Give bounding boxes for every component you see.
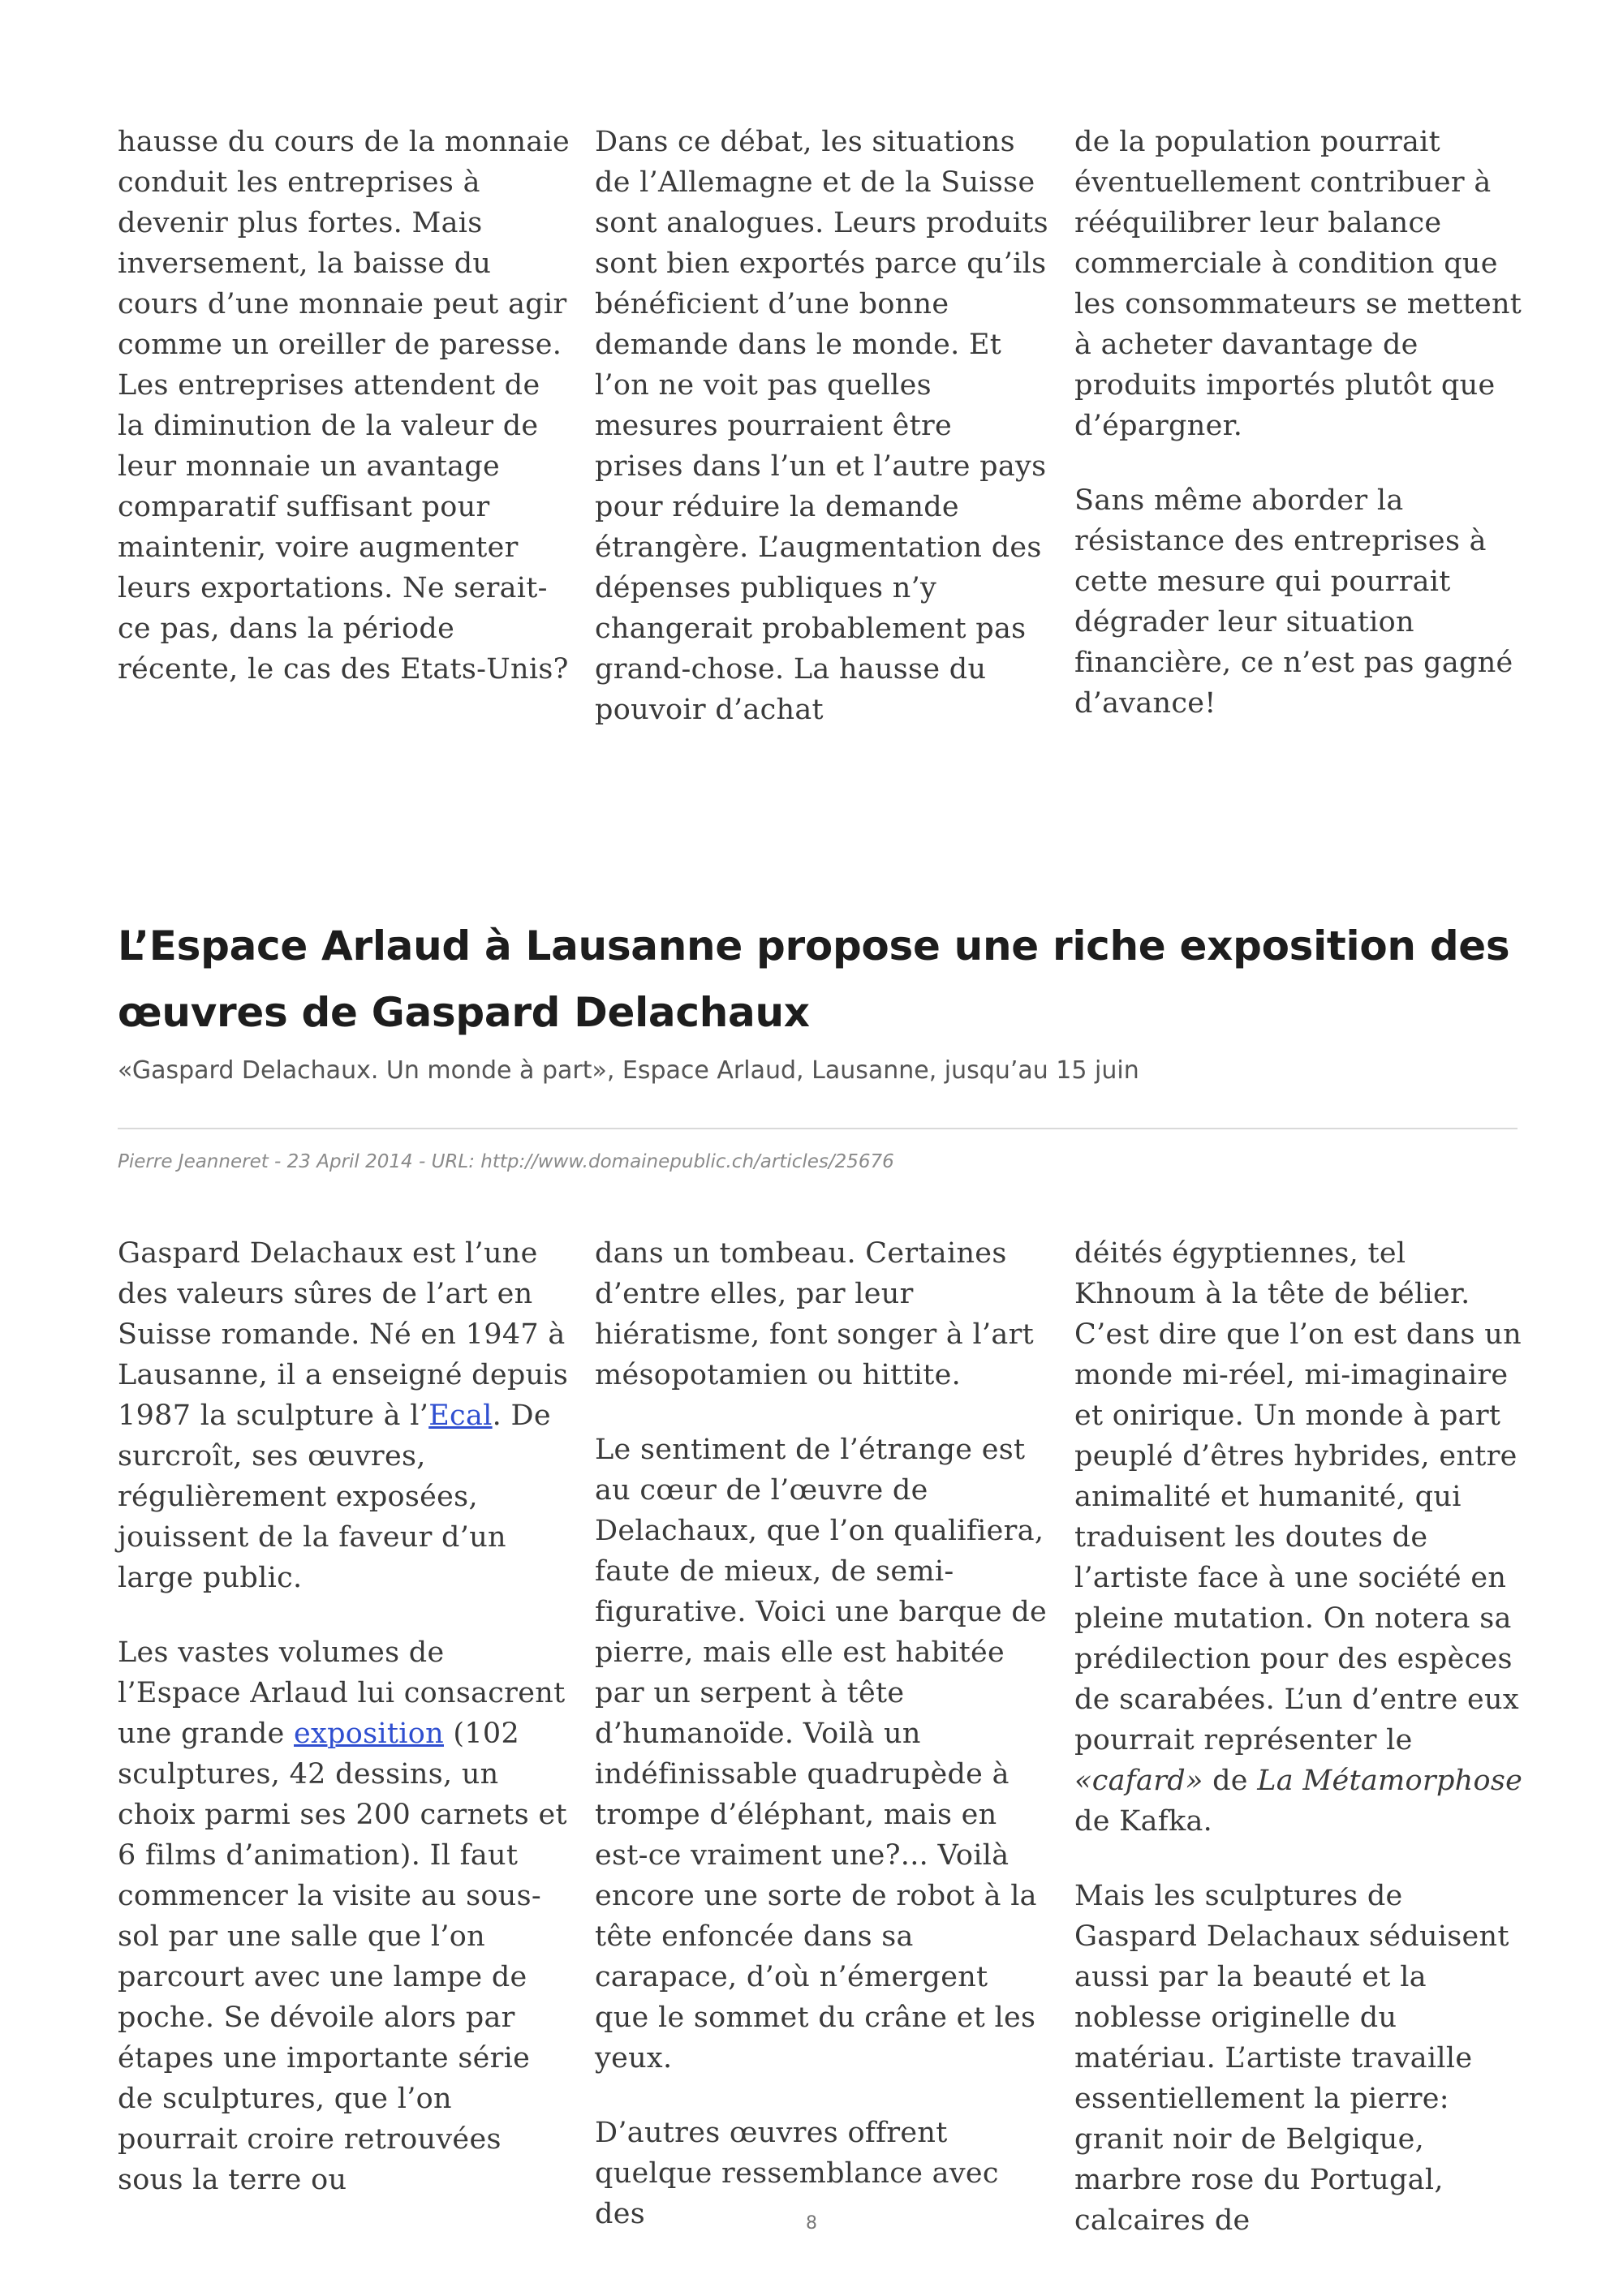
- ecal-link[interactable]: Ecal: [428, 1400, 493, 1432]
- exposition-link[interactable]: exposition: [294, 1718, 444, 1750]
- text: de Kafka.: [1074, 1805, 1213, 1838]
- paragraph: Mais les sculptures de Gaspard Delachaux séduisent aussi par la beauté et la noblesse originelle du matériau. L’artiste travaille essentiellement la pierre: granit noir de Belgique, marbre rose du Portugal, calcaires de: [1074, 1880, 1509, 2237]
- text: Les vastes volumes de l’Espace Arlaud lui consacrent une grande: [118, 1636, 566, 1750]
- text: déités égyptiennes, tel Khnoum à la tête de bélier. C’est dire que l’on est dans un monde mi-réel, mi-imaginaire et onirique. Un monde à part peuplé d’êtres hybrides, entre animalité et humanité, qui traduisent les doutes de l’artiste face à une société en pleine mutation. On notera sa prédilection pour des espèces de scarabées. L’un d’entre eux pourrait représenter le: [1074, 1237, 1522, 1756]
- italic-text: La Métamorphose: [1257, 1765, 1523, 1797]
- article-column-1: [118, 1233, 572, 2200]
- paragraph: Le sentiment de l’étrange est au cœur de l’œuvre de Delachaux, que l’on qualifiera, faute de mieux, de semi-figurative. Voici une barque de pierre, mais elle est habitée par un serpent à tête d’humanoïde. Voilà un indéfinissable quadrupède à trompe d’éléphant, mais en est-ce vraiment une?... Voilà encore une sorte de robot à la tête enfoncée dans sa carapace, d’où n’émergent que le sommet du crâne et les yeux.: [595, 1434, 1048, 2075]
- text: Gaspard Delachaux est l’une des valeurs sûres de l’art en Suisse romande. Né en 1947 à Lausanne, il a enseigné depuis 1987 la sculpture à l’: [118, 1237, 569, 1432]
- article-column-2: [595, 1233, 1049, 2234]
- text: . De surcroît, ses œuvres, régulièrement exposées, jouissent de la faveur d’un large public.: [118, 1400, 551, 1594]
- paragraph: [118, 1233, 572, 1598]
- article-title: L’Espace Arlaud à Lausanne propose une riche exposition des œuvres de Gaspard Delachaux: [118, 922, 1510, 1036]
- divider: [118, 1128, 1518, 1129]
- text: de: [1203, 1765, 1258, 1797]
- paragraph: D’autres œuvres offrent quelque ressemblance avec des: [595, 2117, 999, 2230]
- paragraph: Sans même aborder la résistance des entreprises à cette mesure qui pourrait dégrader leur situation financière, ce n’est pas gagné d’avance!: [1074, 484, 1513, 720]
- paragraph: hausse du cours de la monnaie conduit les entreprises à devenir plus fortes. Mais inversement, la baisse du cours d’une monnaie peut agir comme un oreiller de paresse. Les entreprises attendent de la diminution de la valeur de leur monnaie un avantage comparatif suffisant pour maintenir, voire augmenter leurs exportations. Ne serait-ce pas, dans la période récente, le cas des Etats-Unis?: [118, 126, 570, 686]
- article-column-3: [1074, 1233, 1529, 2241]
- paragraph: Dans ce débat, les situations de l’Allemagne et de la Suisse sont analogues. Leurs produits sont bien exportés parce qu’ils bénéficient d’une bonne demande dans le monde. Et l’on ne voit pas quelles mesures pourraient être prises dans l’un et l’autre pays pour réduire la demande étrangère. L’augmentation des dépenses publiques n’y changerait probablement pas grand-chose. La hausse du pouvoir d’achat: [595, 126, 1048, 726]
- paragraph: [1074, 1233, 1529, 1842]
- text: (102 sculptures, 42 dessins, un choix parmi ses 200 carnets et 6 films d’animation). Il faut commencer la visite au sous-sol par une salle que l’on parcourt avec une lampe de poche. Se dévoile alors par étapes une importante série de sculptures, que l’on pourrait croire retrouvées sous la terre ou: [118, 1718, 567, 2196]
- paragraph: [118, 1632, 572, 2200]
- italic-text: «cafard»: [1074, 1765, 1203, 1797]
- prev-article-column-1: [118, 122, 572, 690]
- article-subtitle: «Gaspard Delachaux. Un monde à part», Espace Arlaud, Lausanne, jusqu’au 15 juin: [118, 1056, 1139, 1085]
- prev-article-column-2: [595, 122, 1049, 730]
- paragraph: dans un tombeau. Certaines d’entre elles, par leur hiératisme, font songer à l’art mésopotamien ou hittite.: [595, 1237, 1034, 1391]
- prev-article-column-3: [1074, 122, 1529, 724]
- paragraph: de la population pourrait éventuellement contribuer à rééquilibrer leur balance commerciale à condition que les consommateurs se mettent à acheter davantage de produits importés plutôt que d’épargner.: [1074, 126, 1522, 442]
- article-meta: Pierre Jeanneret - 23 April 2014 - URL: http://www.domainepublic.ch/articles/25676: [118, 1151, 894, 1172]
- page-number: 8: [806, 2213, 817, 2234]
